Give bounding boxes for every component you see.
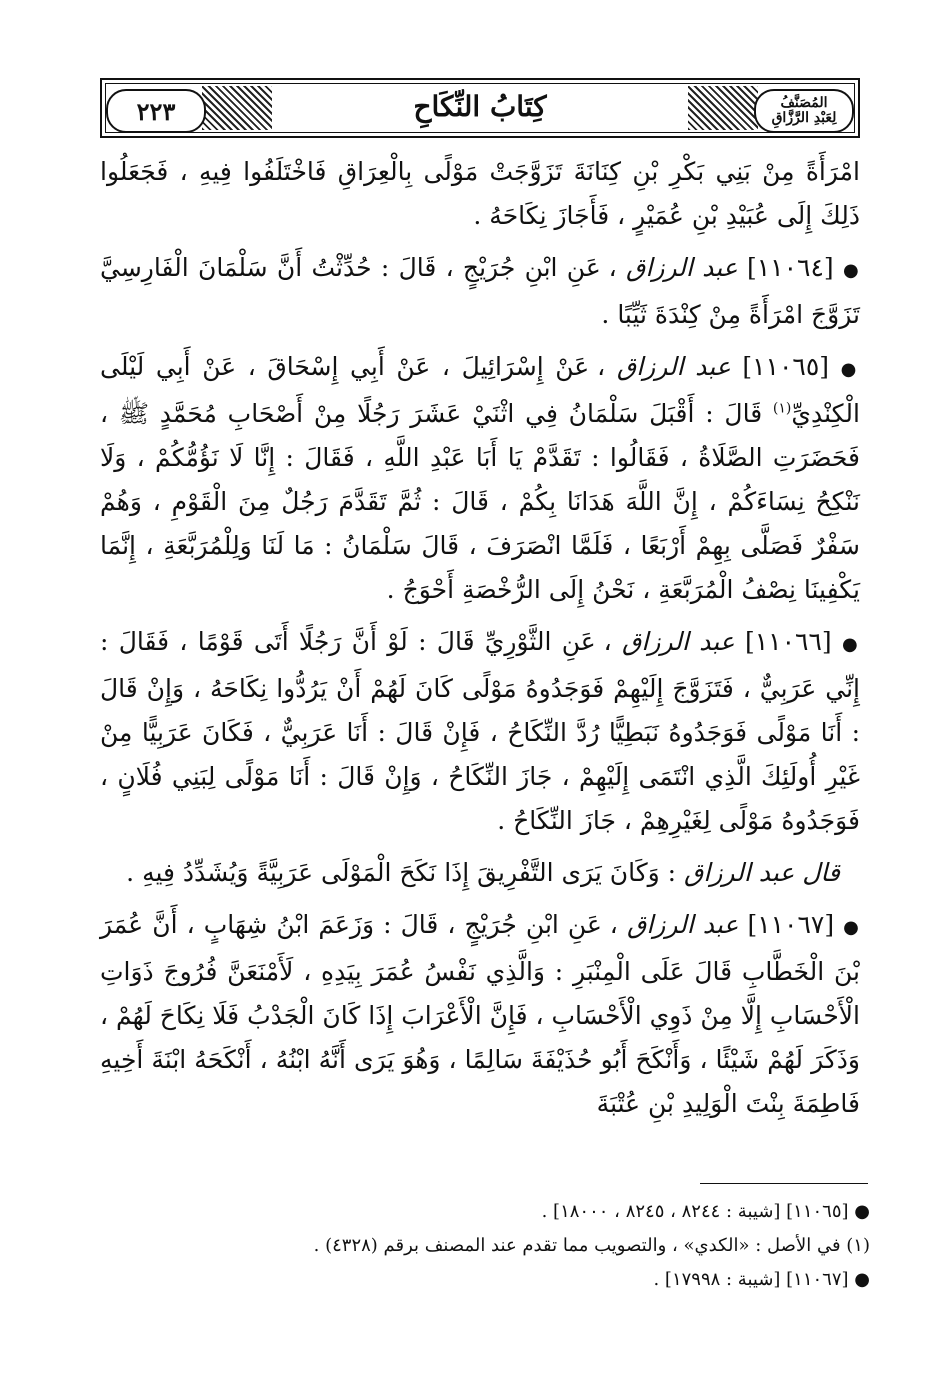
main-text: [100, 150, 860, 1134]
book-emblem: [754, 89, 854, 133]
bullet-icon: ●: [840, 359, 860, 380]
hadith-text-part-a: ، عَنْ إِسْرَائِيلَ ، عَنْ أَبِي إِسْحَاقَ ، عَنْ أَبِي لَيْلَى الْكِنْدِيِّ: [100, 352, 860, 428]
page-number: ٢٢٣: [106, 89, 206, 133]
bullet-icon: ●: [843, 917, 860, 938]
footnote-divider: [700, 1183, 868, 1184]
footnote-item: [100, 1263, 870, 1297]
narrator-name: عبد الرزاق: [626, 253, 738, 282]
hadith-text-part-b: قَالَ : أَقْبَلَ سَلْمَانُ فِي اثْنَيْ عَشَرَ رَجُلًا مِنْ أَصْحَابِ مُحَمَّدٍ ﷺ ، فَحَضَرَتِ الصَّلَاةُ ، فَقَالُوا : تَقَدَّمْ يَا أَبَا عَبْدِ اللَّهِ ، فَقَالَ : إِنَّا لَا نَؤُمُّكُمْ ، وَلَا نَنْكِحُ نِسَاءَكُمْ ، إِنَّ اللَّهَ هَدَانَا بِكُمْ ، قَالَ : ثُمَّ تَقَدَّمَ رَجُلٌ مِنَ الْقَوْمِ ، وَهُمْ سَفْرٌ فَصَلَّى بِهِمْ أَرْبَعًا ، فَلَمَّا انْصَرَفَ ، قَالَ سَلْمَانُ : مَا لَنَا وَلِلْمُرَبَّعَةِ ، إِنَّمَا يَكْفِينَا نِصْفُ الْمُرَبَّعَةِ ، نَحْنُ إِلَى الرُّخْصَةِ أَحْوَجُ .: [100, 399, 860, 604]
header-ornament-left: [202, 86, 272, 130]
footnote-text: [١١٠٦٥] [شيبة : ٨٢٤٤ ، ٨٢٤٥ ، ١٨٠٠٠] .: [541, 1201, 849, 1222]
hadith-number: [١١٠٦٥]: [742, 352, 830, 381]
emblem-line-2: لِعَبْدِ الرَّزَّاقِ: [771, 110, 837, 126]
hadith-number: [١١٠٦٤]: [746, 253, 834, 282]
hadith-11065: [100, 345, 860, 612]
chapter-title: كِتَابُ النِّكَاحِ: [413, 90, 547, 123]
hadith-11067: [100, 903, 860, 1126]
footnote-item: [100, 1195, 870, 1229]
bullet-icon: ●: [854, 1269, 870, 1290]
hadith-text: ، عَنِ ابْنِ جُرَيْجٍ ، قَالَ : وَزَعَمَ ابْنُ شِهَابٍ ، أَنَّ عُمَرَ بْنَ الْخَطَّابِ قَالَ عَلَى الْمِنْبَرِ : وَالَّذِي نَفْسُ عُمَرَ بِيَدِهِ ، لَأَمْنَعَنَّ فُرُوجَ ذَوَاتِ الْأَحْسَابِ إِلَّا مِنْ ذَوِي الْأَحْسَابِ ، فَإِنَّ الْأَعْرَابَ إِذَا كَانَ الْجَدْبُ فَلَا نِكَاحَ لَهُمْ ، وَذَكَرَ لَهُمْ شَيْئًا ، وَأَنْكَحَ أَبُو حُذَيْفَةَ سَالِمًا ، وَهُوَ يَرَى أَنَّهُ ابْنُهُ ، أَنْكَحَهُ ابْنَةَ أَخِيهِ فَاطِمَةَ بِنْتَ الْوَلِيدِ بْنِ عُتْبَةَ: [100, 910, 860, 1118]
narrator-name: عبد الرزاق: [626, 910, 739, 939]
hadith-11066: [100, 620, 860, 843]
author-comment-text: : وَكَانَ يَرَى التَّفْرِيقَ إِذَا نَكَحَ الْمَوْلَى عَرَبِيَّةً وَيُشَدِّدُ فِيهِ .: [126, 858, 677, 887]
footnote-text: (١) في الأصل : «الكدي» ، والتصويب مما تقدم عند المصنف برقم (٤٣٢٨) .: [313, 1235, 870, 1256]
footnote-item: [100, 1229, 870, 1263]
footnote-text: [١١٠٦٧] [شيبة : ١٧٩٩٨] .: [653, 1269, 849, 1290]
paragraph-continued: امْرَأَةً مِنْ بَنِي بَكْرِ بْنِ كِنَانَةَ تَزَوَّجَتْ مَوْلًى بِالْعِرَاقِ فَاخْتَلَفُوا فِيهِ ، فَجَعَلُوا ذَلِكَ إِلَى عُبَيْدِ بْنِ عُمَيْرٍ ، فَأَجَازَ نِكَاحَهُ .: [100, 157, 860, 230]
footnotes: [100, 1195, 870, 1297]
narrator-name: عبد الرزاق: [622, 627, 735, 656]
author-comment-label: قال عبد الرزاق: [684, 858, 840, 887]
emblem-line-1: المُصَنَّفُ: [780, 95, 828, 111]
narrator-name: عبد الرزاق: [616, 352, 731, 381]
hadith-number: [١١٠٦٦]: [744, 627, 832, 656]
footnote-ref[interactable]: (١): [772, 400, 792, 417]
hadith-number: [١١٠٦٧]: [747, 910, 835, 939]
header-ornament-right: [688, 86, 758, 130]
bullet-icon: ●: [841, 634, 861, 655]
bullet-icon: ●: [842, 260, 860, 281]
hadith-text: ، عَنِ الثَّوْرِيِّ قَالَ : لَوْ أَنَّ رَجُلًا أَتَى قَوْمًا ، فَقَالَ : إِنِّي عَرَبِيٌّ ، فَتَزَوَّجَ إِلَيْهِمْ فَوَجَدُوهُ مَوْلًى كَانَ لَهُمْ أَنْ يَرُدُّوا نِكَاحَهُ ، وَإِنْ قَالَ : أَنَا مَوْلًى فَوَجَدُوهُ نَبَطِيًّا رُدَّ النِّكَاحُ ، فَإِنْ قَالَ : أَنَا عَرَبِيٌّ ، فَكَانَ عَرَبِيًّا مِنْ غَيْرِ أُولَئِكَ الَّذِي انْتَمَى إِلَيْهِمْ ، جَازَ النِّكَاحُ ، وَإِنْ قَالَ : أَنَا مَوْلًى لِبَنِي فُلَانٍ ، فَوَجَدُوهُ مَوْلًى لِغَيْرِهِمْ ، جَازَ النِّكَاحُ .: [100, 627, 860, 835]
hadith-11064: [100, 246, 860, 337]
bullet-icon: ●: [854, 1201, 870, 1222]
author-comment: [100, 851, 860, 895]
running-header: [100, 78, 860, 138]
emblem-text: [772, 96, 837, 126]
hadith-text: ، عَنِ ابْنِ جُرَيْجٍ ، قَالَ : حُدِّثْتُ أَنَّ سَلْمَانَ الْفَارِسِيَّ تَزَوَّجَ امْرَأَةً مِنْ كِنْدَةَ ثَيِّبًا .: [100, 253, 860, 329]
